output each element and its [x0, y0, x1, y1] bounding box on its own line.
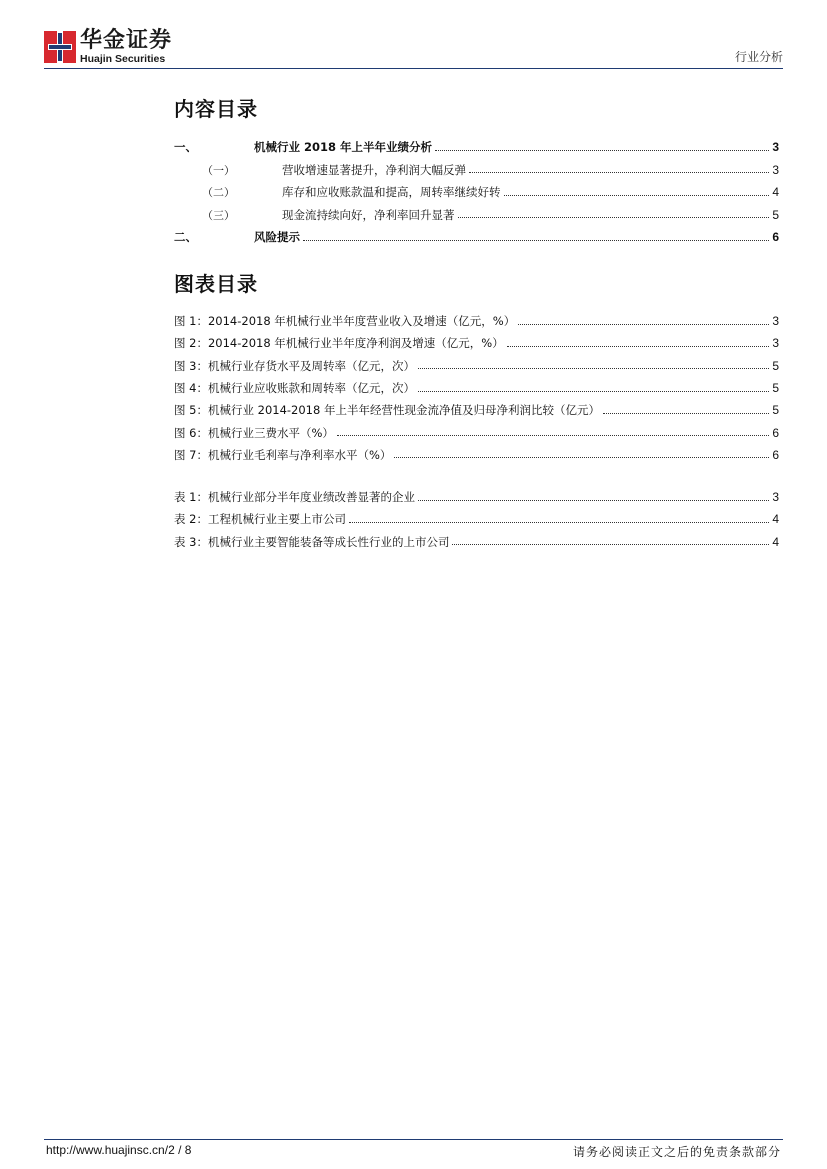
figure-entry[interactable]	[174, 310, 779, 332]
dot-leader	[469, 172, 769, 173]
figure-entry[interactable]	[174, 399, 779, 421]
table-entry-label: 表 1：机械行业部分半年度业绩改善显著的企业	[174, 490, 415, 505]
page-number: 4	[772, 534, 779, 549]
page-number: 5	[772, 403, 779, 418]
footer-disclaimer: 请务必阅读正文之后的免责条款部分	[572, 1145, 781, 1159]
toc-item-label: 风险提示	[254, 230, 300, 245]
dot-leader	[418, 368, 769, 369]
toc-item-number: 一、	[174, 140, 197, 155]
brand-name-en: Huajin Securities	[80, 53, 166, 65]
dot-leader	[303, 240, 769, 241]
report-type-label: 行业分析	[734, 50, 783, 64]
page-number: 4	[772, 512, 779, 527]
dot-leader	[504, 195, 770, 196]
toc-item-number: （一）	[202, 163, 235, 177]
dot-leader	[435, 150, 769, 151]
figure-entry[interactable]	[174, 377, 779, 399]
figure-entry-label: 图 6：机械行业三费水平（%）	[174, 425, 334, 440]
dot-leader	[518, 324, 769, 325]
toc-list	[174, 136, 779, 249]
figure-entry-label: 图 5：机械行业 2014-2018 年上半年经营性现金流净值及归母净利润比较（亿元）	[174, 403, 600, 418]
dot-leader	[603, 413, 769, 414]
dot-leader	[337, 435, 769, 436]
page-number: 6	[772, 230, 779, 245]
toc-item[interactable]	[174, 159, 779, 182]
table-entry-label: 表 3：机械行业主要智能装备等成长性行业的上市公司	[174, 534, 450, 549]
dot-leader	[452, 544, 769, 545]
dot-leader	[418, 500, 769, 501]
dot-leader	[394, 457, 769, 458]
figure-entry-label: 图 7：机械行业毛利率与净利率水平（%）	[174, 447, 392, 462]
toc-item[interactable]	[174, 181, 779, 204]
figure-entry[interactable]	[174, 444, 779, 466]
header-divider	[44, 68, 783, 69]
toc-item-label: 营收增速显著提升，净利润大幅反弹	[282, 162, 466, 177]
footer-url-link[interactable]: http://www.huajinsc.cn/	[46, 1143, 169, 1157]
table-entry[interactable]	[174, 531, 779, 553]
toc-item-number: 二、	[174, 230, 197, 245]
toc-item-label: 库存和应收账款温和提高，周转率继续好转	[282, 185, 501, 200]
page-number: 3	[772, 490, 779, 505]
page-number: 5	[772, 381, 779, 396]
brand-name-cn: 华金证券	[80, 28, 173, 53]
footer-divider	[44, 1139, 783, 1140]
toc-item-label: 机械行业 2018 年上半年业绩分析	[254, 140, 433, 155]
figure-entry[interactable]	[174, 421, 779, 443]
page-number: 3	[772, 140, 779, 155]
figure-entry[interactable]	[174, 355, 779, 377]
page-header	[44, 26, 783, 68]
table-entry[interactable]	[174, 508, 779, 530]
toc-item-label: 现金流持续向好，净利率回升显著	[282, 207, 455, 222]
page-number: 5	[772, 358, 779, 373]
dot-leader	[349, 522, 769, 523]
dot-leader	[458, 217, 770, 218]
toc-heading: 内容目录	[174, 97, 258, 121]
toc-item[interactable]	[174, 136, 779, 159]
footer-page-indicator: 2 / 8	[168, 1143, 192, 1157]
dot-leader	[418, 391, 769, 392]
page-number: 6	[772, 425, 779, 440]
toc-item[interactable]	[174, 204, 779, 227]
page-number: 5	[772, 207, 779, 222]
toc-item-number: （三）	[202, 208, 235, 222]
figure-entry-label: 图 3：机械行业存货水平及周转率（亿元，次）	[174, 358, 415, 373]
figure-list	[174, 310, 779, 466]
table-entry-label: 表 2：工程机械行业主要上市公司	[174, 512, 346, 527]
dot-leader	[507, 346, 770, 347]
figure-entry-label: 图 4：机械行业应收账款和周转率（亿元，次）	[174, 381, 415, 396]
page-number: 4	[772, 185, 779, 200]
page-number: 6	[772, 447, 779, 462]
toc-item-number: （二）	[202, 186, 235, 200]
page-number: 3	[772, 314, 779, 329]
page-number: 3	[772, 336, 779, 351]
figure-entry-label: 图 2：2014-2018 年机械行业半年度净利润及增速（亿元，%）	[174, 336, 504, 351]
page-number: 3	[772, 162, 779, 177]
figure-entry[interactable]	[174, 332, 779, 354]
figures-heading: 图表目录	[174, 272, 258, 296]
toc-item[interactable]	[174, 226, 779, 249]
figure-entry-label: 图 1：2014-2018 年机械行业半年度营业收入及增速（亿元，%）	[174, 314, 516, 329]
table-list	[174, 486, 779, 553]
footer-url-page	[46, 1143, 191, 1157]
table-entry[interactable]	[174, 486, 779, 508]
huajin-logo-icon	[44, 31, 76, 63]
